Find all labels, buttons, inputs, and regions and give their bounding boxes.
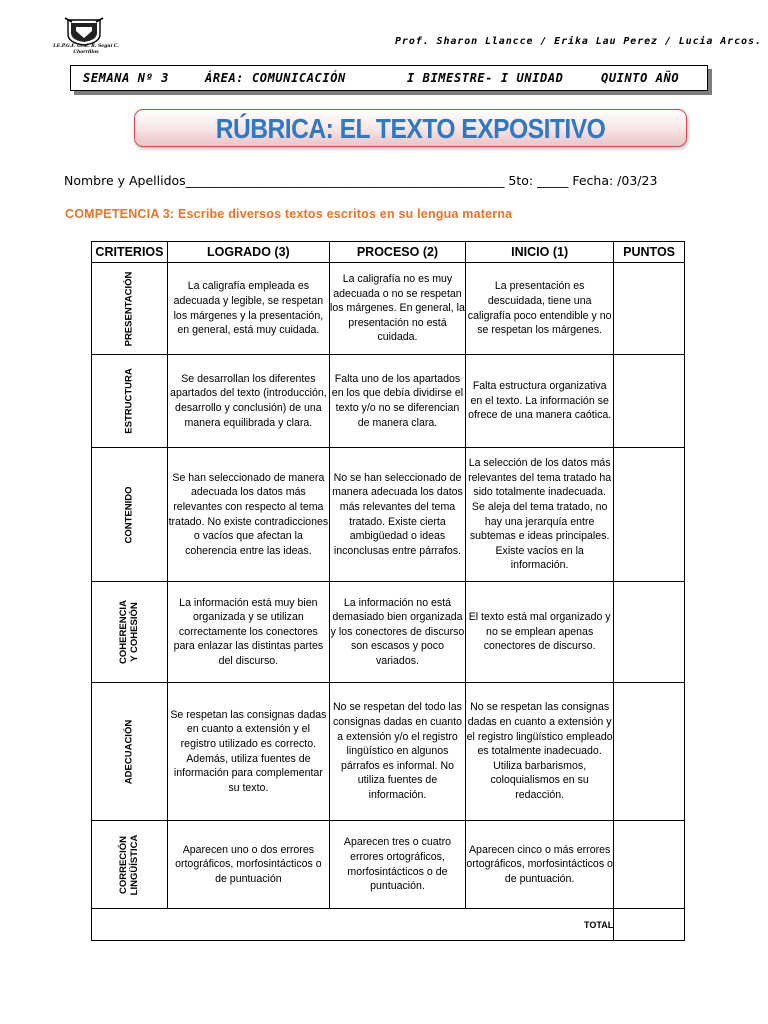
table-row bbox=[92, 355, 685, 448]
logrado-cell: Se respetan las consignas dadas en cuanto a extensión y el registro utilizado es correcto. Además, utiliza fuentes de información para complementar su texto. bbox=[167, 683, 329, 821]
points-cell[interactable] bbox=[614, 683, 685, 821]
header-criterios: CRITERIOS bbox=[92, 242, 168, 263]
criterion-cell bbox=[92, 263, 168, 355]
subject-area: ÁREA: COMUNICACIÓN bbox=[205, 71, 346, 85]
criterion-label: CONTENIDO bbox=[123, 486, 135, 543]
proceso-cell: La información no está demasiado bien organizada y los conectores de discurso son escasos y poco variados. bbox=[329, 582, 465, 683]
grade-level: QUINTO AÑO bbox=[601, 71, 680, 85]
criterion-cell bbox=[92, 582, 168, 683]
teachers-names: Prof. Sharon Llancce / Erika Lau Perez / Lucia Arcos. bbox=[395, 36, 762, 47]
logrado-cell: Aparecen uno o dos errores ortográficos, morfosintácticos o de puntuación bbox=[167, 821, 329, 909]
bimester-unit: I BIMESTRE- I UNIDAD bbox=[407, 71, 564, 85]
table-row bbox=[92, 582, 685, 683]
total-row bbox=[92, 909, 685, 941]
proceso-cell: No se respetan del todo las consignas dadas en cuanto a extensión y/o el registro lingüístico en algunos párrafos es informal. No utiliza fuentes de información. bbox=[329, 683, 465, 821]
rubric-table bbox=[91, 241, 685, 941]
logrado-cell: Se han seleccionado de manera adecuada los datos más relevantes con respecto al tema tratado. No existe contradicciones o vacíos que afectan la coherencia entre las ideas. bbox=[167, 448, 329, 582]
points-cell[interactable] bbox=[614, 582, 685, 683]
inicio-cell: La presentación es descuidada, tiene una caligrafía poco entendible y no se respetan los márgenes. bbox=[466, 263, 614, 355]
header-proceso: PROCESO (2) bbox=[329, 242, 465, 263]
proceso-cell: Aparecen tres o cuatro errores ortográficos, morfosintácticos o de puntuación. bbox=[329, 821, 465, 909]
criterion-label: ADECUACIÓN bbox=[123, 719, 135, 784]
table-row bbox=[92, 821, 685, 909]
points-cell[interactable] bbox=[614, 355, 685, 448]
logrado-cell: La caligrafía empleada es adecuada y legible, se respetan los márgenes y la presentación, en general, está muy cuidada. bbox=[167, 263, 329, 355]
inicio-cell: Aparecen cinco o más errores ortográficos, morfosintácticos o de puntuación. bbox=[466, 821, 614, 909]
criterion-cell bbox=[92, 683, 168, 821]
inicio-cell: Falta estructura organizativa en el texto. La información se ofrece de una manera caótica. bbox=[466, 355, 614, 448]
criterion-label: ESTRUCTURA bbox=[123, 368, 135, 434]
points-cell[interactable] bbox=[614, 263, 685, 355]
logrado-cell: La información está muy bien organizada y se utilizan correctamente los conectores para enlazar las distintas partes del discurso. bbox=[167, 582, 329, 683]
logrado-cell: Se desarrollan los diferentes apartados del texto (introducción, desarrollo y conclusión) de una manera equilibrada y clara. bbox=[167, 355, 329, 448]
criterion-label: COHERENCIA Y COHESIÓN bbox=[118, 600, 141, 664]
proceso-cell: No se han seleccionado de manera adecuada los datos más relevantes del tema tratado. Existe cierta ambigüedad o ideas inconclusas entre párrafos. bbox=[329, 448, 465, 582]
inicio-cell: No se respetan las consignas dadas en cuanto a extensión y el registro lingüístico empleado es totalmente inadecuado. Utiliza barbarismos, coloquialismos en su redacción. bbox=[466, 683, 614, 821]
title-banner bbox=[134, 109, 687, 147]
week-number: SEMANA Nº 3 bbox=[83, 71, 170, 85]
inicio-cell: La selección de los datos más relevantes del tema tratado ha sido totalmente inadecuada. Se aleja del tema tratado, no hay una jerarquía entre subtemas e ideas principales. Existe vacíos en la información. bbox=[466, 448, 614, 582]
total-points-cell[interactable] bbox=[614, 909, 685, 941]
proceso-cell: La caligrafía no es muy adecuada o no se respetan los márgenes. En general, la presentación no está cuidada. bbox=[329, 263, 465, 355]
student-info-line: Nombre y Apellidos___________________________________________________ 5to: _____ Fecha: /03/23 bbox=[64, 173, 658, 188]
criterion-cell bbox=[92, 448, 168, 582]
proceso-cell: Falta uno de los apartados en los que debía dividirse el texto y/o no se diferencian de manera clara. bbox=[329, 355, 465, 448]
table-row bbox=[92, 683, 685, 821]
criterion-cell bbox=[92, 355, 168, 448]
total-label: TOTAL bbox=[92, 909, 614, 941]
week-info-bar bbox=[70, 65, 708, 91]
criterion-label: PRESENTACIÓN bbox=[123, 271, 135, 346]
logo-caption: I.E.P.G.F. Gral. R. Seguí C. Chorrillos bbox=[53, 44, 119, 55]
page-title: RÚBRICA: EL TEXTO EXPOSITIVO bbox=[215, 113, 606, 144]
points-cell[interactable] bbox=[614, 448, 685, 582]
table-header-row bbox=[92, 242, 685, 263]
table-row bbox=[92, 263, 685, 355]
inicio-cell: El texto está mal organizado y no se emplean apenas conectores de discurso. bbox=[466, 582, 614, 683]
points-cell[interactable] bbox=[614, 821, 685, 909]
header-inicio: INICIO (1) bbox=[466, 242, 614, 263]
header-puntos: PUNTOS bbox=[614, 242, 685, 263]
criterion-label: CORRECIÓN LINGÜÍSTICA bbox=[118, 834, 141, 895]
table-row bbox=[92, 448, 685, 582]
header-logrado: LOGRADO (3) bbox=[167, 242, 329, 263]
competency-heading: COMPETENCIA 3: Escribe diversos textos escritos en su lengua materna bbox=[65, 207, 513, 221]
criterion-cell bbox=[92, 821, 168, 909]
